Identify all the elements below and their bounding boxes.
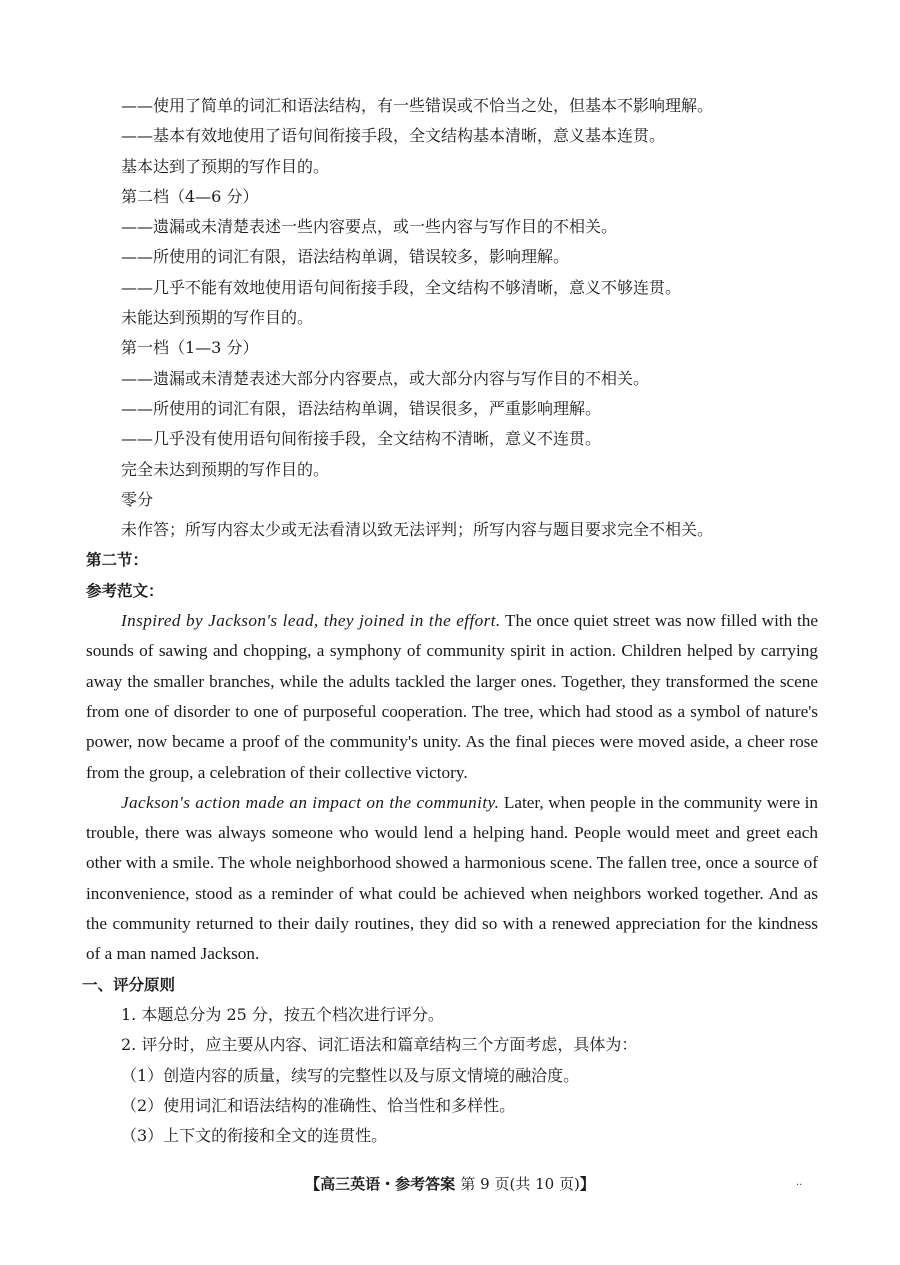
para2-body: Later, when people in the community were in trouble, there was always someone who would lend a helping hand. People would meet and greet each other with a smile. The whole neighborhood showed a harmonious scene. The fallen tree, once a source of inconvenience, stood as a reminder of what could be achieved when neighbors worked together. And as the community returned to their daily routines, they did so with a renewed appreciation for the kindness of a man named Jackson. <box>86 792 819 964</box>
page-content <box>82 91 819 1151</box>
tier2-item: ——遗漏或未清楚表述一些内容要点，或一些内容与写作目的不相关。 <box>121 217 618 237</box>
principle-item: 2. 评分时，应主要从内容、词汇语法和篇章结构三个方面考虑，具体为： <box>121 1035 638 1055</box>
tier3-line: ——使用了简单的词汇和语法结构，有一些错误或不恰当之处，但基本不影响理解。 <box>121 96 714 115</box>
tier1-item: ——几乎没有使用语句间衔接手段，全文结构不清晰，意义不连贯。 <box>121 429 602 449</box>
tier2-item: 未能达到预期的写作目的。 <box>121 308 314 328</box>
footer-bracket: 】 <box>579 1175 595 1193</box>
tier2-item: ——几乎不能有效地使用语句间衔接手段，全文结构不够清晰，意义不够连贯。 <box>121 277 682 297</box>
para2-lead-sentence: Jackson's action made an impact on the community. <box>121 792 500 812</box>
zero-text: 未作答；所写内容太少或无法看清以致无法评判；所写内容与题目要求完全不相关。 <box>121 520 714 540</box>
tier3-line: 基本达到了预期的写作目的。 <box>121 156 330 176</box>
principles-heading: 一、评分原则 <box>82 975 176 994</box>
sample-essay-heading: 参考范文： <box>86 581 164 600</box>
para1-lead-sentence: Inspired by Jackson's lead, they joined in the effort. <box>121 611 501 631</box>
tier3-line: ——基本有效地使用了语句间衔接手段，全文结构基本清晰，意义基本连贯。 <box>121 126 666 146</box>
corner-dots-icon: ·· <box>796 1180 803 1191</box>
tier1-title: 第一档（1—3 分） <box>121 338 259 358</box>
footer-title: 【高三英语・参考答案 <box>305 1175 456 1193</box>
sample-paragraph-1 <box>86 606 818 788</box>
principle-item: 1. 本题总分为 25 分，按五个档次进行评分。 <box>121 1004 444 1024</box>
principle-item: （2）使用词汇和语法结构的准确性、恰当性和多样性。 <box>121 1095 516 1115</box>
tier1-item: ——遗漏或未清楚表述大部分内容要点，或大部分内容与写作目的不相关。 <box>121 368 650 388</box>
footer-page-number: 第 9 页(共 10 页) <box>460 1175 580 1193</box>
tier2-title: 第二档（4—6 分） <box>121 186 259 206</box>
tier1-item: ——所使用的词汇有限，语法结构单调，错误很多，严重影响理解。 <box>121 398 602 418</box>
tier1-item: 完全未达到预期的写作目的。 <box>121 459 330 479</box>
para1-body: The once quiet street was now filled with the sounds of sawing and chopping, a symphony of community spirit in action. Children helped by carrying away the smaller branches, while the adults tackled the larger ones. Together, they transformed the scene from one of disorder to one of purposeful cooperation. The tree, which had stood as a symbol of nature's power, now became a proof of the community's unity. As the final pieces were moved aside, a cheer rose from the group, a celebration of their collective victory. <box>86 611 818 782</box>
page-footer <box>0 1173 900 1194</box>
sample-paragraph-2 <box>86 788 818 970</box>
principle-item: （1）创造内容的质量，续写的完整性以及与原文情境的融洽度。 <box>121 1065 580 1085</box>
principle-item: （3）上下文的衔接和全文的连贯性。 <box>121 1126 388 1146</box>
section2-heading: 第二节： <box>86 551 149 570</box>
zero-title: 零分 <box>121 489 154 509</box>
tier2-item: ——所使用的词汇有限，语法结构单调，错误较多，影响理解。 <box>121 247 570 267</box>
